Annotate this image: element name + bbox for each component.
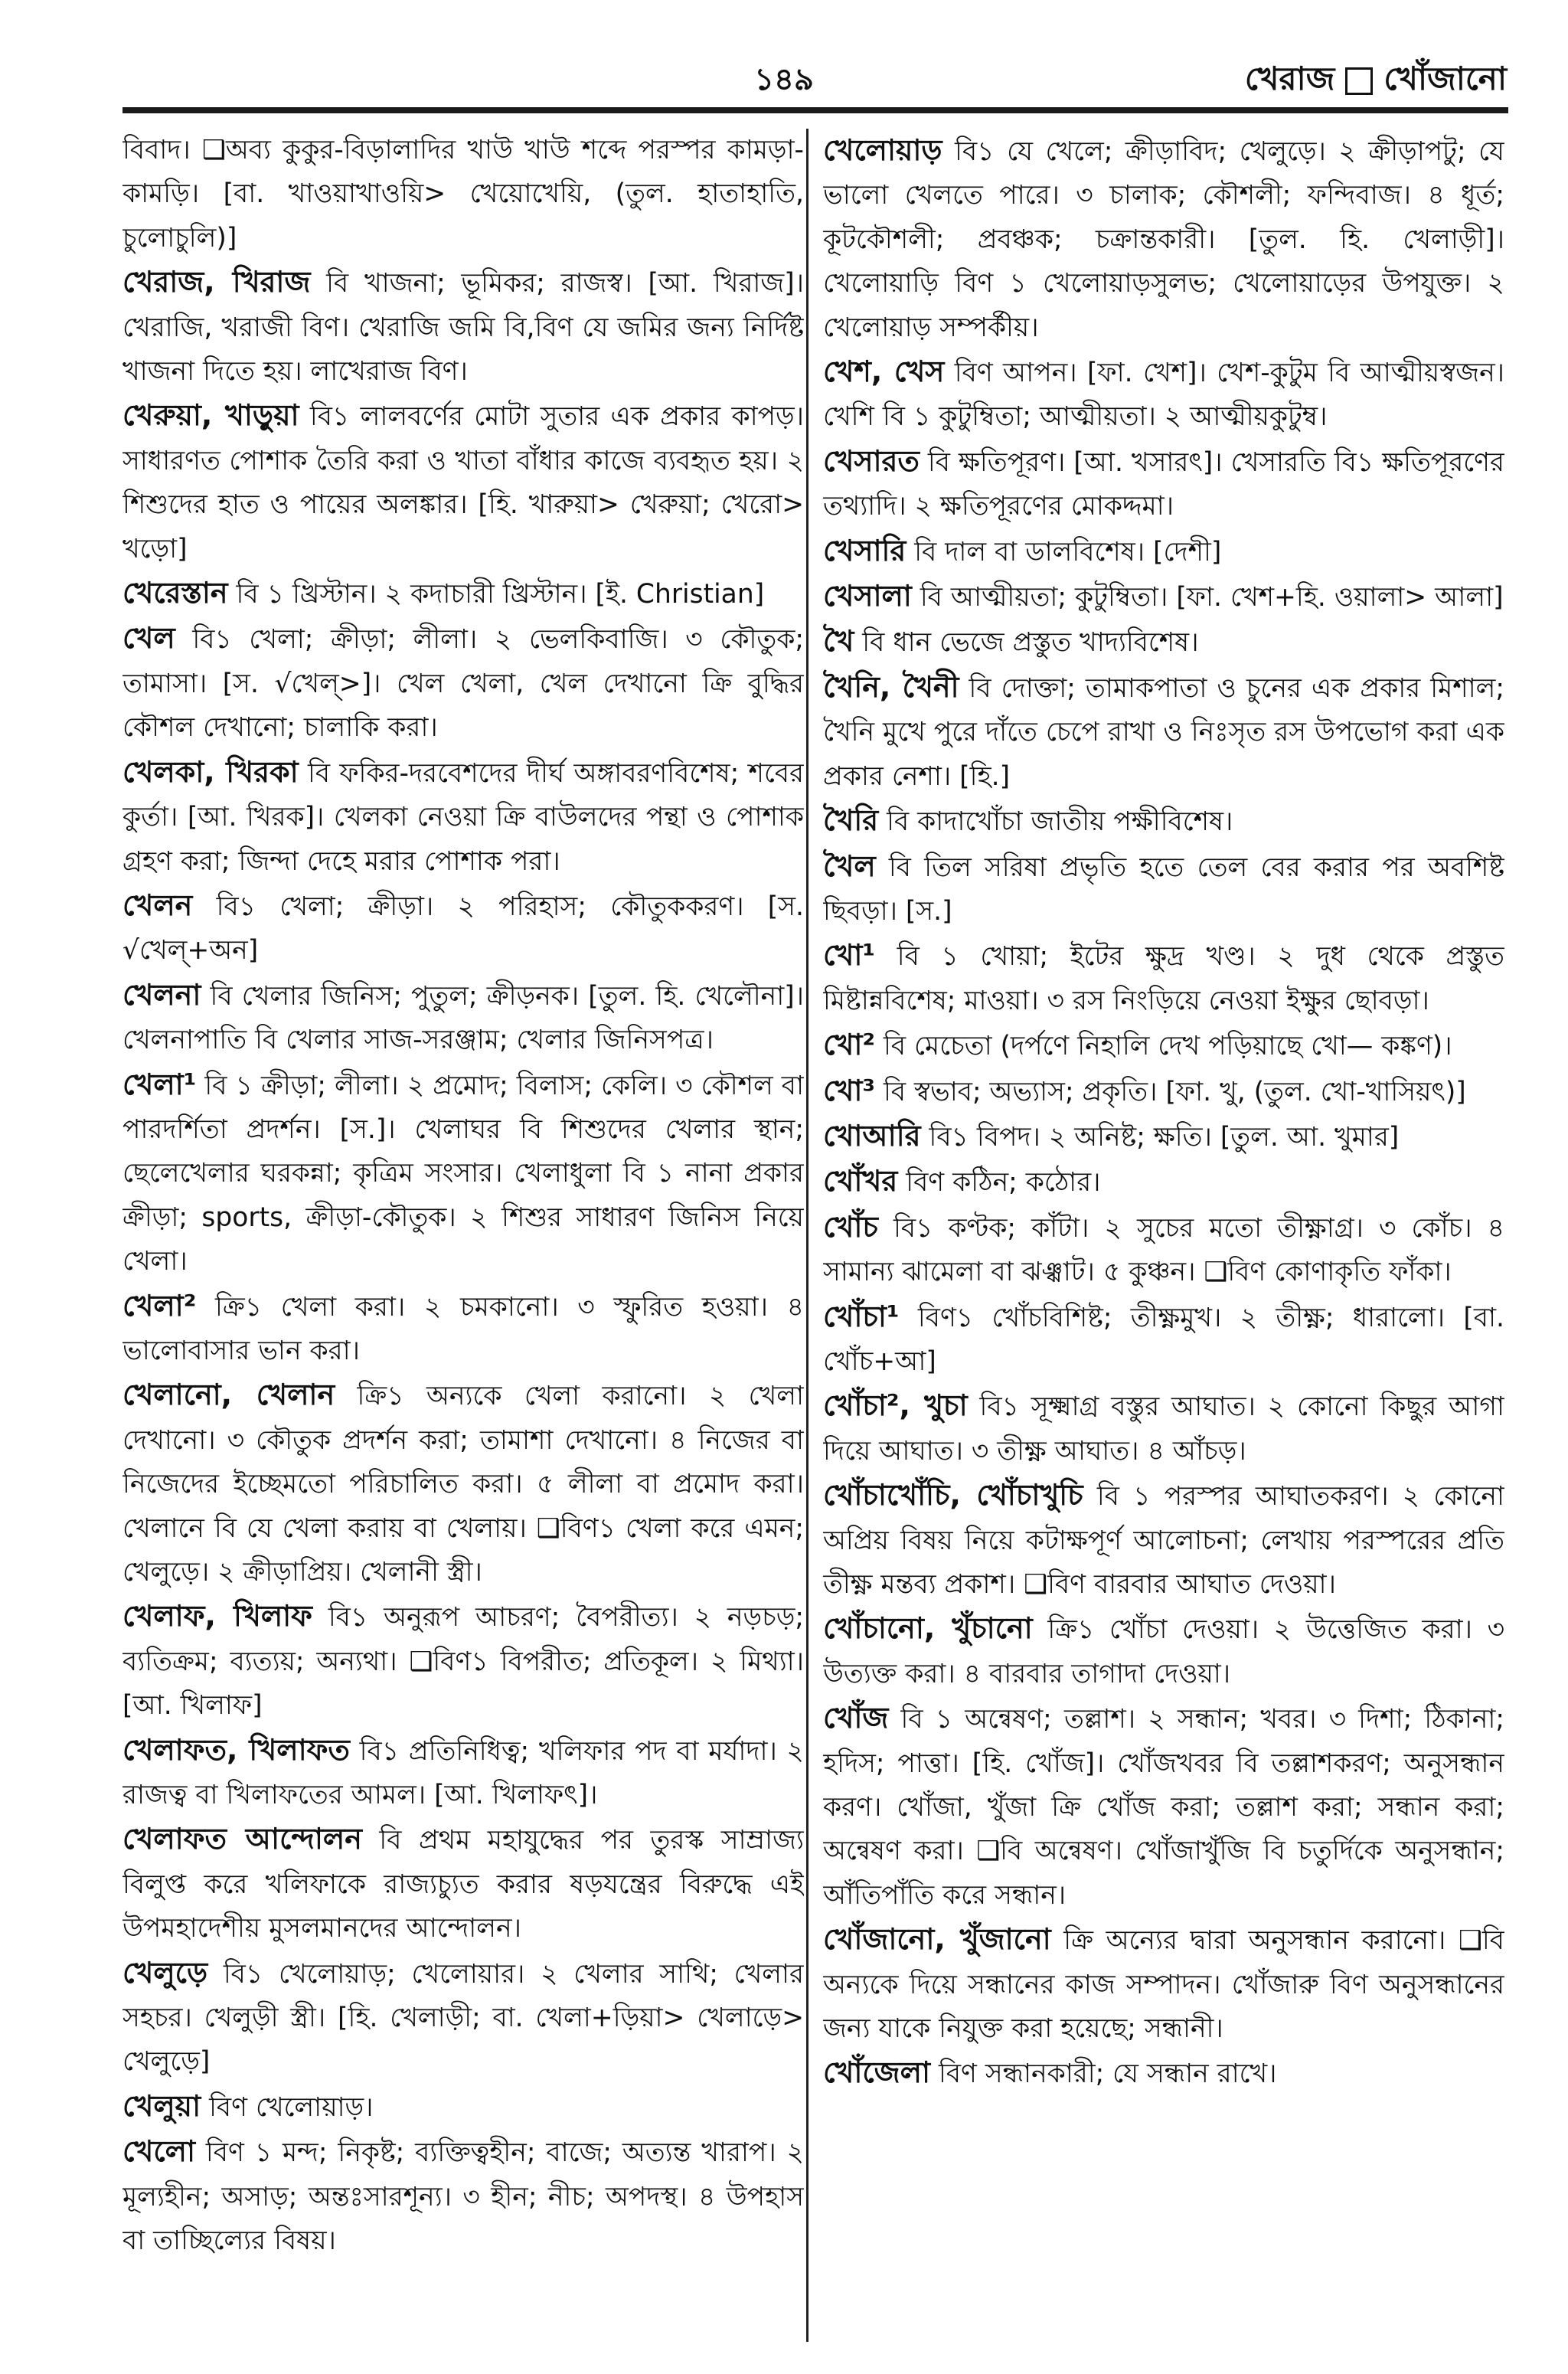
entry-headword: খোঁচা¹ <box>823 1299 900 1333</box>
entry-headword: খেলো <box>122 2134 195 2169</box>
entry-definition: বি ধান ভেজে প্রস্তুত খাদ্যবিশেষ। <box>862 627 1199 659</box>
dictionary-entry <box>122 2130 804 2263</box>
entry-headword: খোঁচাখোঁচি, খোঁচাখুচি <box>823 1478 1083 1512</box>
dictionary-entry <box>122 973 804 1063</box>
dictionary-entry <box>823 574 1504 620</box>
entry-headword: খেশ, খেস <box>823 355 945 389</box>
entry-headword: খৈ <box>823 624 854 659</box>
dictionary-entry <box>823 934 1504 1023</box>
entry-headword: খেরুয়া, খাড়ুয়া <box>122 398 299 433</box>
entry-headword: খেসালা <box>823 579 912 613</box>
entry-definition: বি১ কণ্টক; কাঁটা। ২ সুচের মতো তীক্ষ্ণাগ্র। ৩ কোঁচ। ৪ সামান্য ঝামেলা বা ঝঞ্ঝাট। ৫ কুঞ্চন। ❑বিণ কোণাকৃতি ফাঁকা। <box>823 1212 1504 1288</box>
dictionary-entry <box>823 1159 1504 1205</box>
entry-definition: বি ক্ষতিপূরণ। [আ. খসারৎ]। খেসারতি বি১ ক্ষতিপূরণের তথ্যাদি। ২ ক্ষতিপূরণের মোকদ্দমা। <box>823 446 1504 522</box>
entry-definition: বি খেলার জিনিস; পুতুল; ক্রীড়নক। [তুল. হি. খেলৌনা]। খেলনাপাতি বি খেলার সাজ-সরঞ্জাম; খেলার জিনিসপত্র। <box>122 980 804 1056</box>
dictionary-entry <box>823 845 1504 934</box>
entry-headword: খেলাফত, খিলাফত <box>122 1732 350 1767</box>
entry-definition: বি১ অনুরূপ আচরণ; বৈপরীত্য। ২ নড়চড়; ব্যতিক্রম; ব্যত্যয়; অন্যথা। ❑বিণ১ বিপরীত; প্রতিকূল। ২ মিথ্যা। [আ. খিলাফ] <box>122 1602 804 1722</box>
dictionary-entry <box>823 1384 1504 1473</box>
entry-headword: খেসারত <box>823 443 920 478</box>
entry-definition: বি খাজনা; ভূমিকর; রাজস্ব। [আ. খিরাজ]। খেরাজি, খরাজী বিণ। খেরাজি জমি বি,বিণ যে জমির জন্য নির্দিষ্ট খাজনা দিতে হয়। লাখেরাজ বিণ। <box>122 268 804 387</box>
guide-words <box>1245 54 1507 108</box>
separator-box-icon <box>1345 67 1373 95</box>
dictionary-entry <box>823 1205 1504 1295</box>
entry-headword: খো¹ <box>823 938 876 973</box>
entry-definition: বিণ ১ মন্দ; নিকৃষ্ট; ব্যক্তিত্বহীন; বাজে; অত্যন্ত খারাপ। ২ মূল্যহীন; অসাড়; অন্তঃসারশূন্য। ৩ হীন; নীচ; অপদস্থ। ৪ উপহাস বা তাচ্ছিল্যের বিষয়। <box>122 2137 804 2257</box>
dictionary-entry <box>823 1023 1504 1068</box>
entry-headword: খেলানো, খেলান <box>122 1378 335 1412</box>
dictionary-entry <box>823 529 1504 574</box>
entry-headword: খেলনা <box>122 977 201 1012</box>
entry-definition: বি ১ ক্রীড়া; লীলা। ২ প্রমোদ; বিলাস; কেলি। ৩ কৌশল বা পারদর্শিতা প্রদর্শন। [স.]। খেলাঘর বি শিশুদের খেলার স্থান; ছেলেখেলার ঘরকন্না; কৃত্রিম সংসার। খেলাধুলা বি ১ নানা প্রকার ক্রীড়া; sports, ক্রীড়া-কৌতুক। ২ শিশুর সাধারণ জিনিস নিয়ে খেলা। <box>122 1070 804 1277</box>
entry-headword: খেলন <box>122 888 193 922</box>
guide-word-last: খোঁজানো <box>1383 60 1507 97</box>
dictionary-entry <box>122 2085 804 2130</box>
dictionary-entry <box>823 1295 1504 1385</box>
entry-headword: খেলুয়া <box>122 2088 201 2123</box>
column-divider <box>806 129 808 2342</box>
entry-definition: ক্রি অন্যের দ্বারা অনুসন্ধান করানো। ❑বি অন্যকে দিয়ে সন্ধানের কাজ সম্পাদন। খোঁজারু বিণ অনুসন্ধানের জন্য যাকে নিযুক্ত করা হয়েছে; সন্ধানী। <box>823 1925 1504 2045</box>
entry-headword: খেরেস্তান <box>122 576 228 610</box>
dictionary-entry <box>122 394 804 571</box>
entry-headword: খোআরি <box>823 1118 921 1153</box>
left-column <box>122 129 804 2342</box>
dictionary-entry <box>122 1728 804 1818</box>
dictionary-entry <box>122 1063 804 1284</box>
entry-headword: খোঁজানো, খুঁজানো <box>823 1922 1051 1957</box>
entry-headword: খেলাফত আন্দোলন <box>122 1822 362 1856</box>
dictionary-entry <box>823 350 1504 440</box>
entry-definition: বিণ আপন। [ফা. খেশ]। খেশ-কুটুম বি আত্মীয়স্বজন। খেশি বি ১ কুটুম্বিতা; আত্মীয়তা। ২ আত্মীয়কুটুম্ব। <box>823 358 1504 433</box>
entry-headword: খোঁচা², খুচা <box>823 1388 968 1423</box>
entry-definition: বি ১ খোয়া; ইটের ক্ষুদ্র খণ্ড। ২ দুধ থেকে প্রস্তুত মিষ্টান্নবিশেষ; মাওয়া। ৩ রস নিংড়িয়ে নেওয়া ইক্ষুর ছোবড়া। <box>823 941 1504 1016</box>
entry-definition: বি১ বিপদ। ২ অনিষ্ট; ক্ষতি। [তুল. আ. খুমার] <box>929 1121 1400 1153</box>
entry-definition: ক্রি১ অন্যকে খেলা করানো। ২ খেলা দেখানো। ৩ কৌতুক প্রদর্শন করা; তামাশা দেখানো। ৪ নিজের বা নিজেদের ইচ্ছেমতো পরিচালিত করা। ৫ লীলা বা প্রমোদ করা। খেলানে বি যে খেলা করায় বা খেলায়। ❑বিণ১ খেলা করে এমন; খেলুড়ে। ২ ক্রীড়াপ্রিয়। খেলানী স্ত্রী। <box>122 1381 804 1588</box>
dictionary-entry <box>122 260 804 394</box>
entry-definition: বিণ সন্ধানকারী; যে সন্ধান রাখে। <box>938 2058 1277 2090</box>
entry-headword: খোঁচ <box>823 1209 878 1244</box>
entry-definition: বি দোক্তা; তামাকপাতা ও চুনের এক প্রকার মিশাল; খৈনি মুখে পুরে দাঁতে চেপে রাখা ও নিঃসৃত রস উপভোগ করা এক প্রকার নেশা। [হি.] <box>823 672 1504 792</box>
entry-definition: বি তিল সরিষা প্রভৃতি হতে তেল বের করার পর অবশিষ্ট ছিবড়া। [স.] <box>823 852 1504 927</box>
entry-definition: বি দাল বা ডালবিশেষ। [দেশী] <box>914 536 1222 567</box>
dictionary-entry <box>823 1607 1504 1696</box>
header-rule <box>122 107 1508 113</box>
entry-definition: বি ১ পরস্পর আঘাতকরণ। ২ কোনো অপ্রিয় বিষয় নিয়ে কটাক্ষপূর্ণ আলোচনা; লেখায় পরস্পরের প্রতি তীক্ষ্ণ মন্তব্য প্রকাশ। ❑বিণ বারবার আঘাত দেওয়া। <box>823 1481 1504 1600</box>
dictionary-entry <box>122 1594 804 1728</box>
dictionary-entry <box>823 665 1504 799</box>
entry-definition: বি মেচেতা (দর্পণে নিহালি দেখ পড়িয়াছে খো— কঙ্কণ)। <box>884 1031 1452 1062</box>
entry-definition: বি ১ অন্বেষণ; তল্লাশ। ২ সন্ধান; খবর। ৩ দিশা; ঠিকানা; হদিস; পাত্তা। [হি. খোঁজ]। খোঁজখবর বি তল্লাশকরণ; অনুসন্ধান করণ। খোঁজা, খুঁজা ক্রি খোঁজ করা; তল্লাশ করা; সন্ধান করা; অন্বেষণ করা। ❑বি অন্বেষণ। খোঁজাখুঁজি বি চতুর্দিকে অনুসন্ধান; আঁতিপাঁতি করে সন্ধান। <box>823 1704 1504 1911</box>
entry-definition: বি কাদাখোঁচা জাতীয় পক্ষীবিশেষ। <box>887 806 1233 838</box>
dictionary-entry <box>122 1284 804 1374</box>
dictionary-entry <box>122 884 804 973</box>
dictionary-entry <box>823 129 1504 350</box>
entry-headword: খোঁখর <box>823 1164 898 1198</box>
entry-definition: ক্রি১ খোঁচা দেওয়া। ২ উত্তেজিত করা। ৩ উত্যক্ত করা। ৪ বারবার তাগাদা দেওয়া। <box>823 1614 1504 1689</box>
dictionary-entry <box>122 1373 804 1594</box>
dictionary-entry <box>823 1069 1504 1114</box>
entry-headword: খেল <box>122 621 175 656</box>
entry-headword: খৈল <box>823 849 876 883</box>
dictionary-entry <box>122 571 804 616</box>
entry-headword: খেলাফ, খিলাফ <box>122 1599 312 1633</box>
dictionary-entry <box>122 1817 804 1951</box>
entry-headword: খো² <box>823 1028 876 1062</box>
entry-headword: খোঁজেলা <box>823 2055 930 2090</box>
entry-definition: ক্রি১ খেলা করা। ২ চমকানো। ৩ স্ফুরিত হওয়া। ৪ ভালোবাসার ভান করা। <box>122 1291 804 1366</box>
entry-definition: বি স্বভাব; অভ্যাস; প্রকৃতি। [ফা. খু, (তুল. খো-খাসিয়ৎ)] <box>884 1076 1466 1107</box>
dictionary-entry <box>823 1696 1504 1918</box>
dictionary-entry <box>823 1918 1504 2051</box>
guide-word-first: খেরাজ <box>1244 60 1335 97</box>
entry-definition: বি প্রথম মহাযুদ্ধের পর তুরস্ক সাম্রাজ্য বিলুপ্ত করে খলিফাকে রাজ্যচ্যুত করার ষড়যন্ত্রের বিরুদ্ধে এই উপমহাদেশীয় মুসলমানদের আন্দোলন। <box>122 1825 804 1944</box>
entry-definition: বিণ১ খোঁচবিশিষ্ট; তীক্ষ্ণমুখ। ২ তীক্ষ্ণ; ধারালো। [বা. খোঁচ+আ] <box>823 1302 1504 1377</box>
entry-headword: খেলোয়াড় <box>823 133 942 167</box>
entry-definition: বি১ যে খেলে; ক্রীড়াবিদ; খেলুড়ে। ২ ক্রীড়াপটু; যে ভালো খেলতে পারে। ৩ চালাক; কৌশলী; ফন্দিবাজ। ৪ ধূর্ত; কূটকৌশলী; প্রবঞ্চক; চক্রান্তকারী। [তুল. হি. খেলাড়ী]। খেলোয়াড়ি বিণ ১ খেলোয়াড়সুলভ; খেলোয়াড়ের উপযুক্ত। ২ খেলোয়াড় সম্পর্কীয়। <box>823 136 1504 343</box>
entry-headword: খোঁচানো, খুঁচানো <box>823 1611 1033 1646</box>
entry-definition: বি ফকির-দরবেশদের দীর্ঘ অঙ্গাবরণবিশেষ; শবের কুর্তা। [আ. খিরক]। খেলকা নেওয়া ক্রি বাউলদের পন্থা ও পোশাক গ্রহণ করা; জিন্দা দেহে মরার পোশাক পরা। <box>122 757 804 877</box>
dictionary-entry <box>823 799 1504 844</box>
entry-definition: বি১ প্রতিনিধিত্ব; খলিফার পদ বা মর্যাদা। ২ রাজত্ব বা খিলাফতের আমল। [আ. খিলাফৎ]। <box>122 1735 804 1811</box>
entry-definition: বি১ খেলা; ক্রীড়া। ২ পরিহাস; কৌতুককরণ। [স. √খেল্+অন] <box>122 891 804 966</box>
entry-headword: খেরাজ, খিরাজ <box>122 265 311 299</box>
entry-definition: বি ১ খ্রিস্টান। ২ কদাচারী খ্রিস্টান। [ই. Christian] <box>236 579 765 610</box>
entry-definition: বি১ সূক্ষ্মাগ্র বস্তুর আঘাত। ২ কোনো কিছুর আগা দিয়ে আঘাত। ৩ তীক্ষ্ণ আঘাত। ৪ আঁচড়। <box>823 1391 1504 1467</box>
entry-headword: খো³ <box>823 1073 876 1107</box>
dictionary-entry <box>122 750 804 884</box>
entry-definition: বি১ লালবর্ণের মোটা সুতার এক প্রকার কাপড়। সাধারণত পোশাক তৈরি করা ও খাতা বাঁধার কাজে ব্যবহৃত হয়। ২ শিশুদের হাত ও পায়ের অলঙ্কার। [হি. খারুয়া> খেরুয়া; খেরো> খড়ো] <box>122 401 804 564</box>
entry-headword: খোঁজ <box>823 1701 889 1735</box>
dictionary-entry <box>122 129 804 260</box>
dictionary-entry <box>122 616 804 750</box>
entry-headword: খৈরি <box>823 803 879 838</box>
entry-headword: খেসারি <box>823 533 906 567</box>
entry-definition: বিবাদ। ❑অব্য কুকুর-বিড়ালাদির খাউ খাউ শব্দে পরস্পর কামড়া-কামড়ি। [বা. খাওয়াখাওয়ি> খেয়োখেয়ি, (তুল. হাতাহাতি, চুলোচুলি)] <box>122 135 804 253</box>
entry-definition: বিণ খেলোয়াড়। <box>209 2091 374 2123</box>
dictionary-entry <box>823 440 1504 529</box>
entry-headword: খেলুড়ে <box>122 1955 208 1990</box>
dictionary-entry <box>823 620 1504 665</box>
entry-definition: বি আত্মীয়তা; কুটুম্বিতা। [ফা. খেশ+হি. ওয়ালা> আলা] <box>920 582 1504 613</box>
dictionary-entry <box>823 2051 1504 2096</box>
dictionary-entry <box>823 1114 1504 1159</box>
entry-definition: বি১ খেলা; ক্রীড়া; লীলা। ২ ভেলকিবাজি। ৩ কৌতুক; তামাসা। [স. √খেল্>]। খেল খেলা, খেল দেখানো ক্রি বুদ্ধির কৌশল দেখানো; চালাকি করা। <box>122 624 804 744</box>
dictionary-entry <box>122 1951 804 2085</box>
entry-definition: বি১ খেলোয়াড়; খেলোয়ার। ২ খেলার সাথি; খেলার সহচর। খেলুড়ী স্ত্রী। [হি. খেলাড়ী; বা. খেলা+ড়িয়া> খেলাড়ে> খেলুড়ে] <box>122 1958 804 2078</box>
dictionary-entry <box>823 1473 1504 1607</box>
entry-headword: খেলা² <box>122 1288 197 1323</box>
entry-headword: খেলা¹ <box>122 1067 197 1101</box>
entry-headword: খৈনি, খৈনী <box>823 669 959 704</box>
entry-headword: খেলকা, খিরকা <box>122 754 299 789</box>
right-column <box>823 129 1504 2342</box>
entry-definition: বিণ কঠিন; কঠোর। <box>906 1167 1101 1198</box>
page-number: ১৪৯ <box>754 62 814 97</box>
